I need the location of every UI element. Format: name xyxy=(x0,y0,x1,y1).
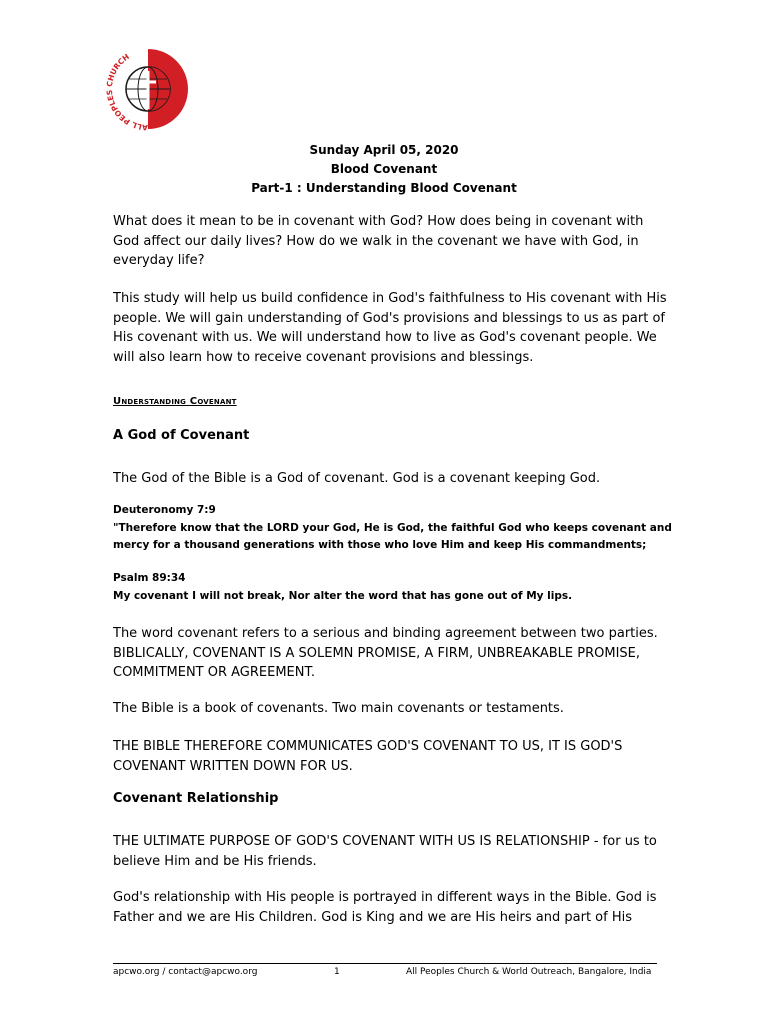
paragraph: The God of the Bible is a God of covenant. God is a covenant keeping God. xyxy=(113,471,601,486)
verse-text: "Therefore know that the LORD your God, He is God, the faithful God who keeps covenant and mercy for a thousand generations with those who love Him and keep His commandments; xyxy=(113,522,672,551)
document-subtitle: Part-1 : Understanding Blood Covenant xyxy=(251,181,517,195)
footer-contact: apcwo.org / contact@apcwo.org xyxy=(113,967,258,977)
church-logo-icon xyxy=(104,45,192,133)
section-heading: Understanding Covenant xyxy=(113,396,237,407)
document-date: Sunday April 05, 2020 xyxy=(309,143,459,157)
paragraph: THE BIBLE THEREFORE COMMUNICATES GOD'S COVENANT TO US, IT IS GOD'S COVENANT WRITTEN DOWN FOR US. xyxy=(113,739,623,774)
verse-reference: Deuteronomy 7:9 xyxy=(113,504,216,516)
verse-text: My covenant I will not break, Nor alter the word that has gone out of My lips. xyxy=(113,590,573,602)
footer-page-number: 1 xyxy=(334,967,340,977)
section-subheading: A God of Covenant xyxy=(113,428,250,443)
verse-reference: Psalm 89:34 xyxy=(113,572,186,584)
paragraph: The word covenant refers to a serious and binding agreement between two parties. BIBLICALLY, COVENANT IS A SOLEMN PROMISE, A FIRM, UNBREAKABLE PROMISE, COMMITMENT OR AGREEMENT. xyxy=(113,626,658,680)
footer-organization: All Peoples Church & World Outreach, Bangalore, India xyxy=(406,967,652,977)
section-subheading: Covenant Relationship xyxy=(113,791,279,806)
intro-paragraph-1: What does it mean to be in covenant with God? How does being in covenant with God affect our daily lives? How do we walk in the covenant we have with God, in everyday life? xyxy=(113,214,644,268)
document-header xyxy=(0,141,768,198)
document-title: Blood Covenant xyxy=(330,162,438,176)
paragraph: The Bible is a book of covenants. Two main covenants or testaments. xyxy=(113,701,564,716)
footer-divider xyxy=(113,963,657,964)
logo-text: ALL PEOPLES CHURCH xyxy=(104,52,149,133)
intro-paragraph-2: This study will help us build confidence in God's faithfulness to His covenant with His people. We will gain understanding of God's provisions and blessings to us as part of His covenant with us. We will understand how to live as God's covenant people. We will also learn how to receive covenant provisions and blessings. xyxy=(113,291,667,365)
paragraph: THE ULTIMATE PURPOSE OF GOD'S COVENANT WITH US IS RELATIONSHIP - for us to believe Him and be His friends. xyxy=(113,834,657,869)
paragraph: God's relationship with His people is portrayed in different ways in the Bible. God is Father and we are His Children. God is King and we are His heirs and part of His xyxy=(113,890,657,925)
